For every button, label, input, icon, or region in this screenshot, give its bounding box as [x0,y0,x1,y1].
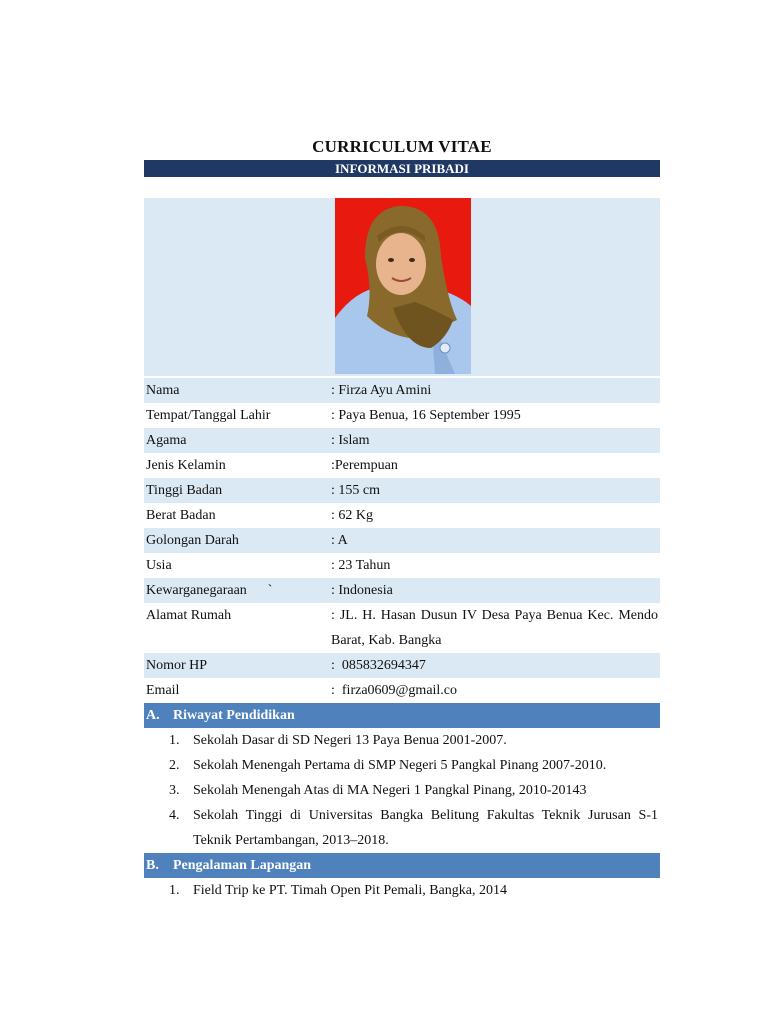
field-value: : Indonesia [331,583,393,598]
section-letter: B. [146,858,159,873]
field-label: Jenis Kelamin [146,458,226,473]
field-label: Kewarganegaraan ` [146,583,273,598]
field-value: : 155 cm [331,483,380,498]
list-item [144,728,660,753]
profile-photo [335,198,471,374]
field-label: Nomor HP [146,658,208,673]
section-letter: A. [146,708,160,723]
field-value: : 62 Kg [331,508,373,523]
row-kewarganegaraan [144,578,660,603]
list-item [144,803,660,853]
item-number: 1. [169,883,180,898]
row-tempat-tanggal-lahir [144,403,660,428]
row-tinggi-badan [144,478,660,503]
field-value: : 23 Tahun [331,558,391,573]
field-value: : 085832694347 [331,658,426,673]
item-text: Field Trip ke PT. Timah Open Pit Pemali, Bangka, 2014 [193,883,507,898]
field-label: Tempat/Tanggal Lahir [146,408,271,423]
row-berat-badan [144,503,660,528]
field-label: Usia [146,558,172,573]
row-nomor-hp [144,653,660,678]
row-alamat-rumah [144,603,660,653]
section-title: Pengalaman Lapangan [173,858,312,873]
field-label: Tinggi Badan [146,483,223,498]
cv-title: CURRICULUM VITAE [312,137,492,156]
row-email [144,678,660,703]
list-item [144,878,660,903]
section-pengalaman-lapangan [144,853,660,878]
photo-row [144,198,660,376]
row-agama [144,428,660,453]
row-usia [144,553,660,578]
row-jenis-kelamin [144,453,660,478]
list-item [144,778,660,803]
cv-content [144,378,660,903]
field-label: Agama [146,433,187,448]
field-value: :Perempuan [331,458,398,473]
field-label: Alamat Rumah [146,608,232,623]
personal-info-banner: INFORMASI PRIBADI [144,160,660,177]
list-item [144,753,660,778]
item-number: 4. [169,808,180,823]
field-label: Email [146,683,180,698]
row-nama [144,378,660,403]
item-number: 2. [169,758,180,773]
item-number: 1. [169,733,180,748]
field-label: Golongan Darah [146,533,239,548]
item-text: Sekolah Dasar di SD Negeri 13 Paya Benua 2001-2007. [193,733,507,748]
field-value: : JL. H. Hasan Dusun IV Desa Paya Benua Kec. Mendo Barat, Kab. Bangka [331,608,658,648]
field-value: : A [331,533,348,548]
item-number: 3. [169,783,180,798]
item-text: Sekolah Menengah Pertama di SMP Negeri 5 Pangkal Pinang 2007-2010. [193,758,607,773]
field-value: : Paya Benua, 16 September 1995 [331,408,521,423]
section-riwayat-pendidikan [144,703,660,728]
item-text: Sekolah Tinggi di Universitas Bangka Belitung Fakultas Teknik Jurusan S-1 Teknik Pertambangan, 2013–2018. [193,808,658,848]
row-golongan-darah [144,528,660,553]
item-text: Sekolah Menengah Atas di MA Negeri 1 Pangkal Pinang, 2010-20143 [193,783,587,798]
field-value: : Firza Ayu Amini [331,383,432,398]
section-title: Riwayat Pendidikan [173,708,295,723]
field-label: Berat Badan [146,508,216,523]
field-value: : firza0609@gmail.co [331,683,458,698]
field-label: Nama [146,383,180,398]
field-value: : Islam [331,433,370,448]
